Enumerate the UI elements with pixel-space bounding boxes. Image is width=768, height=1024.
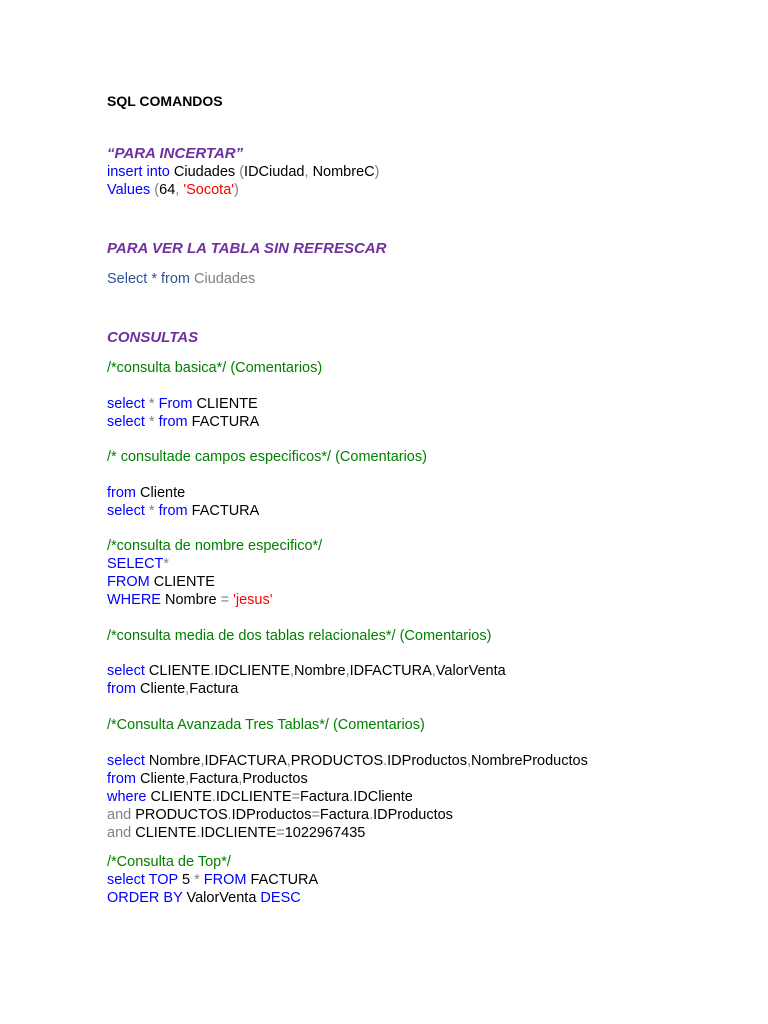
comma: , [238, 771, 243, 787]
comma: , [289, 663, 294, 679]
paren-open: ( [239, 164, 245, 180]
name-line-1 [107, 555, 169, 573]
comma: , [304, 164, 309, 180]
kw-select: SELECT [107, 556, 164, 572]
view-heading: PARA VER LA TABLA SIN REFRESCAR [107, 240, 387, 257]
basic-line-1 [107, 395, 258, 413]
kw-select: select [107, 872, 145, 888]
comment-name: /*consulta de nombre especifico*/ [107, 538, 323, 554]
val-socota: 'Socota' [183, 182, 235, 198]
kw-select: select [107, 414, 145, 430]
kw-from: from [107, 771, 136, 787]
kw-select: select [107, 503, 145, 519]
kw-select-from: Select * from [107, 271, 190, 287]
tbl-cliente: Cliente [140, 771, 186, 787]
name-line-2 [107, 573, 215, 591]
tbl-productos: Productos [242, 771, 308, 787]
tbl-productos: PRODUCTOS [290, 753, 384, 769]
col-idproductos: IDProductos [387, 753, 467, 769]
insert-line-2 [107, 181, 239, 199]
col-nombre: Nombre [148, 753, 201, 769]
basic-line-2 [107, 413, 259, 431]
dot: . [349, 789, 354, 805]
dot: . [196, 825, 201, 841]
tbl-cliente: CLIENTE [135, 825, 197, 841]
kw-select: select [107, 753, 145, 769]
tbl-factura: FACTURA [191, 503, 260, 519]
tbl-factura: FACTURA [250, 872, 319, 888]
kw-where: where [107, 789, 147, 805]
kw-top: TOP [148, 872, 178, 888]
col-valorventa: ValorVenta [186, 890, 257, 906]
col-idfactura: IDFACTURA [204, 753, 287, 769]
kw-from: FROM [107, 574, 150, 590]
fields-line-1 [107, 484, 185, 502]
kw-from: from [107, 681, 136, 697]
consultas-heading: CONSULTAS [107, 329, 199, 346]
two-line-1 [107, 662, 506, 680]
star: * [163, 556, 170, 572]
document-title: SQL COMANDOS [107, 93, 223, 109]
kw-from: FROM [203, 872, 247, 888]
tbl-cliente: Cliente [140, 681, 186, 697]
insert-line-1 [107, 163, 379, 181]
col-idciudad: IDCiudad [244, 164, 305, 180]
val-id: 1022967435 [284, 825, 366, 841]
two-line-2 [107, 680, 238, 698]
tbl-productos: PRODUCTOS [135, 807, 228, 823]
tbl-factura: Factura [189, 771, 239, 787]
fields-line-2 [107, 502, 259, 520]
kw-from: from [107, 485, 136, 501]
comma: , [431, 663, 436, 679]
comma: , [175, 182, 180, 198]
tbl-ciudades: Ciudades [194, 271, 256, 287]
comma: , [345, 663, 350, 679]
dot: . [211, 789, 216, 805]
tbl-cliente: CLIENTE [153, 574, 215, 590]
col-idfactura: IDFACTURA [349, 663, 432, 679]
tbl-factura: Factura [189, 681, 239, 697]
comma: , [200, 753, 205, 769]
dot: . [210, 663, 215, 679]
kw-select: select [107, 396, 145, 412]
col-idproductos: IDProductos [373, 807, 453, 823]
equals: = [291, 789, 301, 805]
equals: = [311, 807, 320, 823]
dot: . [227, 807, 232, 823]
tbl-ciudades: Ciudades [173, 164, 236, 180]
tbl-factura: FACTURA [191, 414, 260, 430]
comment-top: /*Consulta de Top*/ [107, 854, 231, 870]
paren-close: ) [234, 182, 239, 198]
col-nombre: Nombre [293, 663, 346, 679]
star: * [194, 872, 200, 888]
col-idcliente: IDCLIENTE [215, 789, 292, 805]
col-idcliente: IDCliente [353, 789, 413, 805]
col-nombre: Nombre [165, 592, 217, 608]
three-line-4 [107, 806, 453, 824]
paren-open: ( [154, 182, 160, 198]
three-line-1 [107, 752, 588, 770]
comma: , [286, 753, 291, 769]
col-idcliente: IDCLIENTE [200, 825, 277, 841]
col-idproductos: IDProductos [231, 807, 312, 823]
comment-three-tables: /*Consulta Avanzada Tres Tablas*/ (Comentarios) [107, 717, 425, 733]
comma: , [185, 771, 190, 787]
view-line-1 [107, 270, 255, 288]
top-line-2 [107, 889, 301, 907]
tbl-cliente: CLIENTE [196, 396, 258, 412]
tbl-cliente: CLIENTE [148, 663, 211, 679]
kw-insert-into: insert into [107, 164, 170, 180]
equals: = [220, 592, 230, 608]
tbl-cliente: Cliente [140, 485, 186, 501]
three-line-2 [107, 770, 308, 788]
kw-and: and [107, 825, 132, 841]
top-line-1 [107, 871, 318, 889]
insert-heading: “PARA INCERTAR” [107, 145, 244, 162]
three-line-5 [107, 824, 365, 842]
col-valorventa: ValorVenta [435, 663, 506, 679]
col-nombreproductos: NombreProductos [470, 753, 588, 769]
dot: . [383, 753, 388, 769]
kw-where: WHERE [107, 592, 161, 608]
comma: , [185, 681, 190, 697]
tbl-factura: Factura [300, 789, 350, 805]
comment-basic: /*consulta basica*/ (Comentarios) [107, 360, 323, 376]
val-jesus: 'jesus' [233, 592, 273, 608]
star: * [148, 503, 155, 519]
name-line-3 [107, 591, 273, 609]
dot: . [369, 807, 374, 823]
paren-close: ) [374, 164, 380, 180]
val-64: 64 [159, 182, 176, 198]
tbl-cliente: CLIENTE [150, 789, 212, 805]
star: * [148, 396, 155, 412]
kw-desc: DESC [260, 890, 301, 906]
kw-from: From [158, 396, 193, 412]
kw-from: from [158, 414, 188, 430]
equals: = [276, 825, 285, 841]
comment-two-tables: /*consulta media de dos tablas relacionales*/ (Comentarios) [107, 628, 492, 644]
star: * [148, 414, 155, 430]
val-5: 5 [182, 872, 191, 888]
tbl-factura: Factura [319, 807, 370, 823]
comment-fields: /* consultade campos especificos*/ (Comentarios) [107, 449, 427, 465]
col-nombrec: NombreC [312, 164, 375, 180]
kw-select: select [107, 663, 145, 679]
col-idcliente: IDCLIENTE [214, 663, 290, 679]
kw-values: Values [107, 182, 151, 198]
three-line-3 [107, 788, 413, 806]
kw-and: and [107, 807, 132, 823]
kw-order-by: ORDER BY [107, 890, 183, 906]
kw-from: from [158, 503, 188, 519]
comma: , [466, 753, 471, 769]
